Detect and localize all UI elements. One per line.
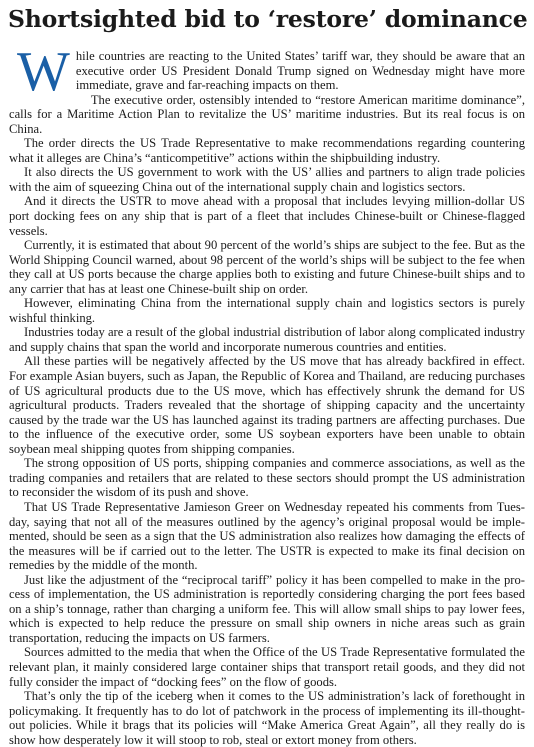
paragraph-7: However, eliminating China from the international supply chain and logistics sectors is purely wishful thinking. xyxy=(9,296,525,325)
paragraph-8: Industries today are a result of the global industrial distribution of labor along complicated industry and supply chains that span the world and incorporate numerous countries and entities. xyxy=(9,325,525,354)
paragraph-2: The executive order, ostensibly intended to “restore American maritime dominance”, calls for a Maritime Action Plan to revitalize the US’ maritime industries. But its real focus is on China. xyxy=(9,92,525,136)
paragraph-6: Currently, it is estimated that about 90 percent of the world’s ships are subject to the fee. But as the World Shipping Council warned, about 98 percent of the world’s ships will be subject to the fee when they call at US ports because the charge applies both to existing and future Chinese-built ships and to any carrier that has at least one Chinese-built ship on order. xyxy=(9,238,525,296)
paragraph-9: All these parties will be negatively affected by the US move that has already backfired in effect. For example Asian buyers, such as Japan, the Republic of Korea and Thailand, are reducing purchases of US agricultural products due to the US move, which has effectively shrunk the demand for US agricultural products. Traders revealed that the shortage of shipping capacity and the uncertainty caused by the trade war the US has launched against its trading partners are affecting purchases. Due to the influence of the executive order, some US soybean exporters have been unable to obtain soybean meal shipping quotes from shipping companies. xyxy=(9,354,525,456)
paragraph-10: The strong opposition of US ports, shipping companies and commerce associations, as well as the trading companies and retailers that are related to these sectors should prompt the US administration to reconsider the wisdom of its push and shove. xyxy=(9,456,525,500)
paragraph-11: That US Trade Representative Jamieson Greer on Wednesday repeated his comments from Tuesday, saying that not all of the measures outlined by the agency’s original proposal would be implemented, should be seen as a sign that the US administration also realizes how damaging the effects of the measures will be if carried out to the letter. The USTR is expected to make its final decision on remedies by the middle of the month. xyxy=(9,499,525,573)
paragraph-13: Sources admitted to the media that when the Office of the US Trade Representative formulated the relevant plan, it mainly considered large container ships that transport retail goods, and they did not fully consider the impact of “docking fees” on the flow of goods. xyxy=(9,645,525,689)
paragraph-14: That’s only the tip of the iceberg when it comes to the US administration’s lack of forethought in policymaking. It frequently has to do lot of patchwork in the process of implementing its ill-thought-out policies. While it brags that its policies will “Make America Great Again”, all they really do is show how desperately low it will stoop to rob, steal or extort money from others. xyxy=(9,689,525,747)
paragraph-3: The order directs the US Trade Representative to make recommendations regarding countering what it alleges are China’s “anticompetitive” actions within the shipbuilding industry. xyxy=(9,136,525,165)
drop-cap: W xyxy=(17,41,70,103)
paragraph-5: And it directs the USTR to move ahead with a proposal that includes levying million-dollar US port docking fees on any ship that is part of a fleet that includes Chinese-built or Chinese-flagged vessels. xyxy=(9,194,525,238)
article-title: Shortsighted bid to ‘restore’ dominance xyxy=(8,5,528,33)
paragraph-12: Just like the adjustment of the “reciprocal tariff” policy it has been compelled to make in the process of implementation, the US administration is reportedly considering charging the port fees based on a ship’s tonnage, rather than charging a uniform fee. This will allow small ships to pay lower fees, which is expected to help reduce the pressure on small ship owners in niche areas such as grain transportation, reducing the impacts on US farmers. xyxy=(9,572,525,645)
paragraph-1 xyxy=(9,41,525,103)
article-body xyxy=(9,41,525,747)
paragraph-1-text: hile countries are reacting to the United States’ tariff war, they should be aware that an executive order US President Donald Trump signed on Wednesday might have more immediate, grave and far-reaching impacts on them. xyxy=(75,49,525,93)
paragraph-4: It also directs the US government to work with the US’ allies and partners to align trade policies with the aim of squeezing China out of the international supply chain and logistics sectors. xyxy=(9,165,525,194)
